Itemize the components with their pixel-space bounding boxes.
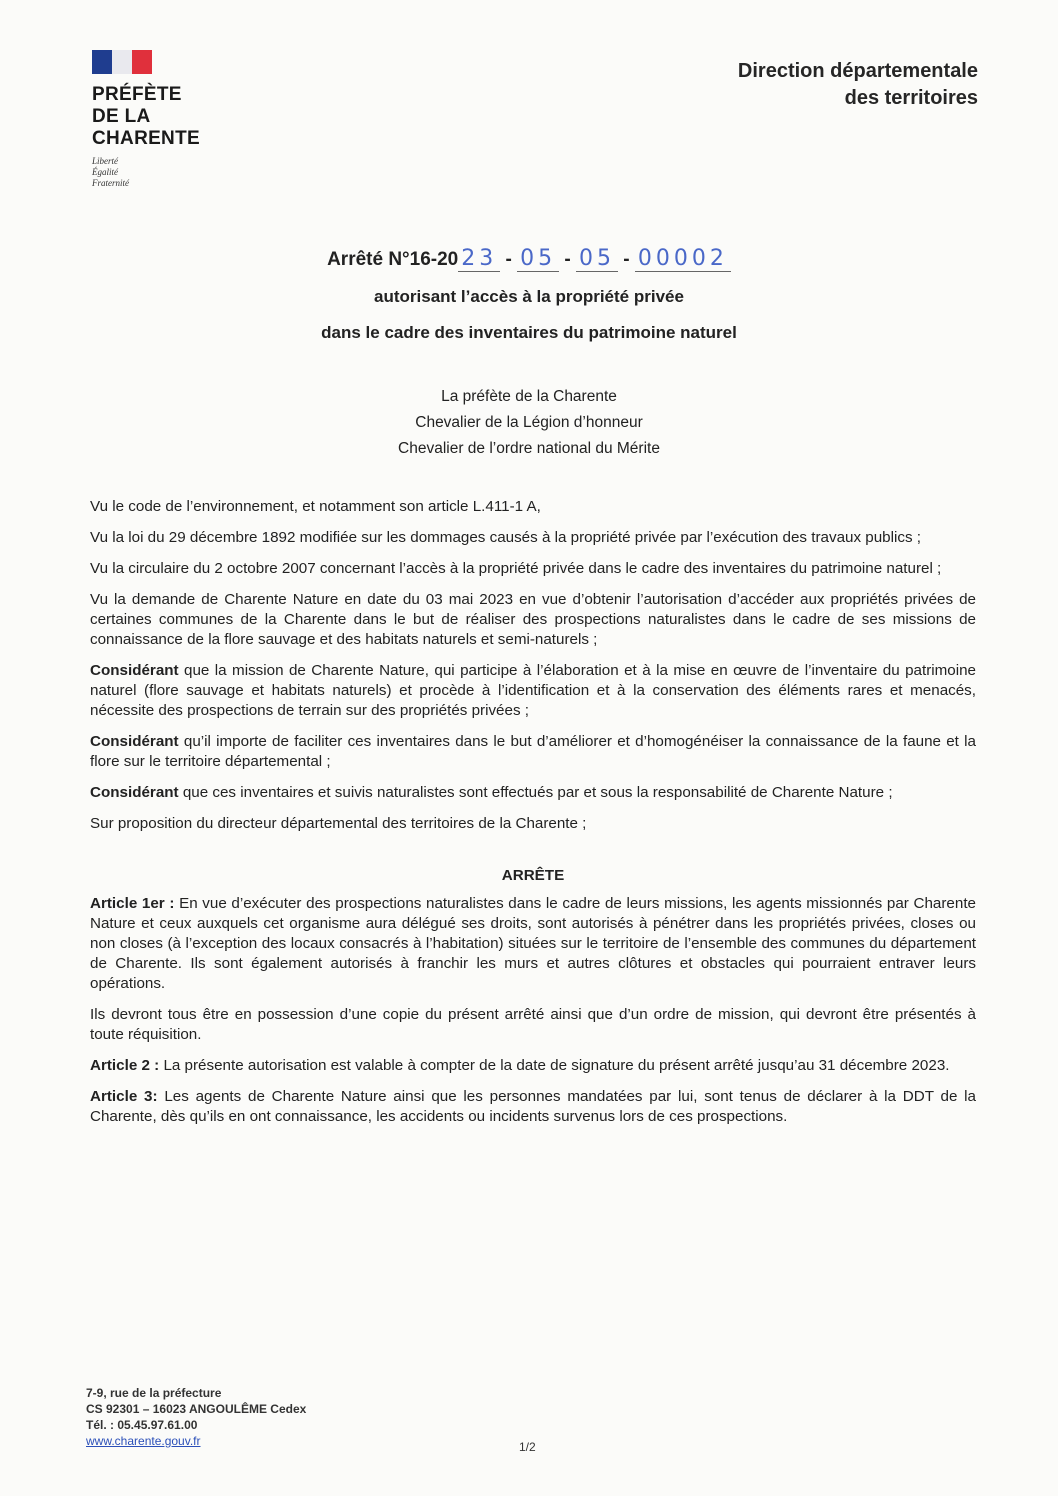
decree-body: [90, 497, 976, 1138]
article-2: Article 2 : La présente autorisation est valable à compter de la date de signature du présent arrêté jusqu’au 31 décembre 2023.: [90, 1057, 950, 1074]
recital: Vu la loi du 29 décembre 1892 modifiée sur les dommages causés à la propriété privée par l’exécution des travaux publics ;: [90, 529, 921, 546]
decree-subtitle-2: dans le cadre des inventaires du patrimoine naturel: [321, 323, 737, 342]
article-1: Article 1er : En vue d’exécuter des prospections naturalistes dans le cadre de leurs missions, les agents missionnés par Charente Nature et ceux auxquels cet organisme aura délégué ses droits, sont autorisés à pénétrer dans les propriétés privées, closes ou non closes (à l’exception des locaux consacrés à l’habitation) situées sur le territoire de l’ensemble des communes du département de Charente. Ils sont également autorisés à franchir les murs et autres clôtures et obstacles qui pourraient entraver leurs opérations.: [90, 895, 976, 992]
website-link[interactable]: www.charente.gouv.fr: [86, 1434, 201, 1448]
decree-number: Arrêté N°16-20 23 - 05 - 05 - 00002: [0, 246, 1058, 271]
decision-heading: ARRÊTE: [501, 867, 565, 884]
recital: Considérant que la mission de Charente Nature, qui participe à l’élaboration et à la mise en œuvre de l’inventaire du patrimoine naturel (flore sauvage et habitats naturels) et procède à l’identification et à la conservation des éléments rares et menacés, nécessite des prospections de terrain sur des propriétés privées ;: [90, 662, 976, 719]
recital: Vu le code de l’environnement, et notamment son article L.411-1 A,: [90, 498, 541, 515]
handwritten-year: 23: [458, 246, 500, 272]
decree-subtitle-1: autorisant l’accès à la propriété privée: [374, 287, 684, 306]
prefecture-name: PRÉFÈTE DE LA CHARENTE: [92, 84, 200, 149]
handwritten-month: 05: [517, 246, 559, 272]
handwritten-sequence: 00002: [635, 246, 731, 272]
article-3: Article 3: Les agents de Charente Nature ainsi que les personnes mandatées par lui, sont tenus de déclarer à la DDT de la Charente, dès qu’ils en ont connaissance, les accidents ou incidents survenus lors de ces prospections.: [90, 1088, 976, 1125]
marianne-flag-icon: [92, 50, 152, 74]
prefecture-logo-block: [92, 50, 272, 189]
recital: Considérant que ces inventaires et suivis naturalistes sont effectués par et sous la responsabilité de Charente Nature ;: [90, 784, 893, 801]
handwritten-day: 05: [576, 246, 618, 272]
recital: Considérant qu’il importe de faciliter ces inventaires dans le but d’améliorer et d’homogénéiser la connaissance de la faune et la flore sur le territoire départemental ;: [90, 733, 976, 770]
footer-address: 7-9, rue de la préfecture CS 92301 – 16023 ANGOULÊME Cedex Tél. : 05.45.97.61.00 www.charente.gouv.fr: [86, 1386, 307, 1448]
page-number: 1/2: [519, 1440, 536, 1454]
article-1-extra: Ils devront tous être en possession d’une copie du présent arrêté ainsi que d’un ordre de mission, qui devront être présentés à toute réquisition.: [90, 1006, 976, 1043]
authority-block: La préfète de la Charente Chevalier de la Légion d’honneur Chevalier de l’ordre national du Mérite: [398, 388, 660, 457]
recital: Vu la circulaire du 2 octobre 2007 concernant l’accès à la propriété privée dans le cadre des inventaires du patrimoine naturel ;: [90, 560, 942, 577]
recital: Sur proposition du directeur départemental des territoires de la Charente ;: [90, 815, 587, 832]
issuing-direction: Direction départementale des territoires: [737, 60, 978, 109]
recital: Vu la demande de Charente Nature en date du 03 mai 2023 en vue d’obtenir l’autorisation d’accéder aux propriétés privées de certaines communes de la Charente dans le but de réaliser des prospections naturalistes dans le cadre de ses missions de connaissance de la flore sauvage et des habitats naturels et semi-naturels ;: [90, 591, 976, 648]
republic-motto: Liberté Égalité Fraternité: [92, 156, 129, 188]
